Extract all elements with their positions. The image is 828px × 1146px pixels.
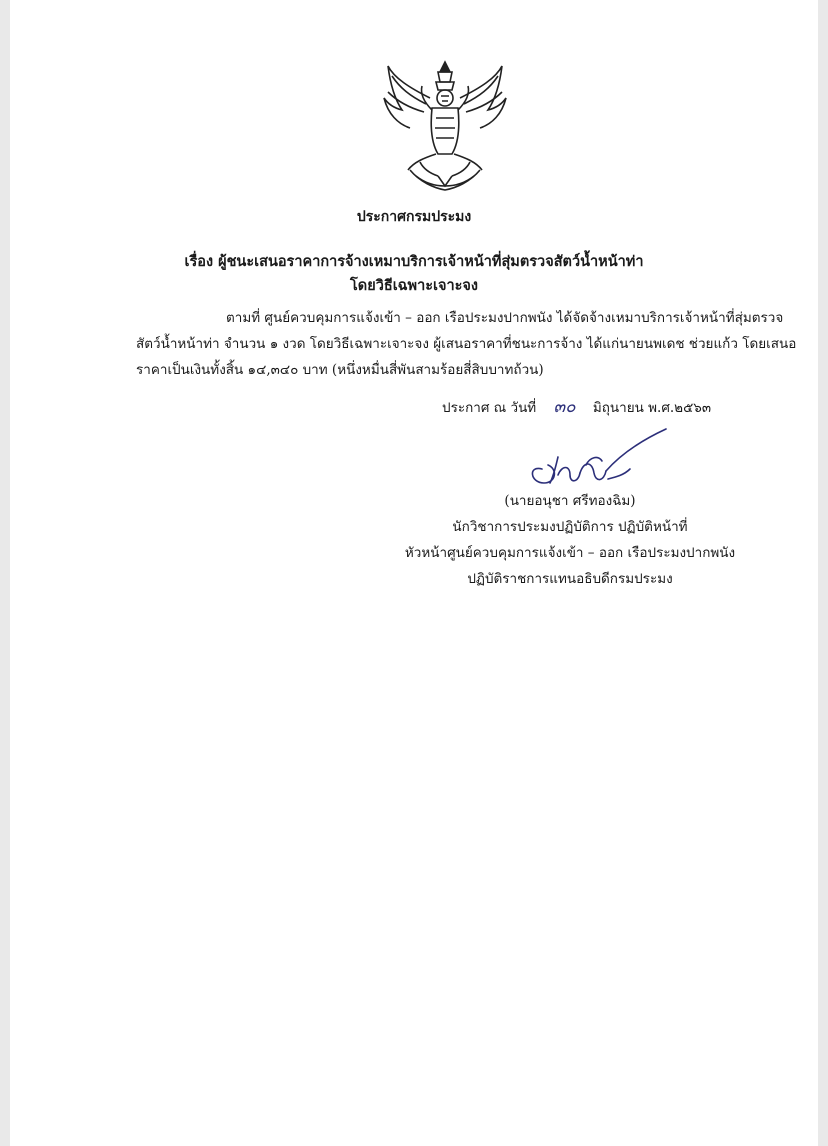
signer-name: (นายอนุชา ศรีทองฉิม) [504,493,636,509]
date-prefix: ประกาศ ณ วันที่ [442,400,537,416]
subject-line-1: เรื่อง ผู้ชนะเสนอราคาการจ้างเหมาบริการเจ้าหน้าที่สุ่มตรวจสัตว์น้ำหน้าท่า [184,253,644,270]
document-title: ประกาศกรมประมง [356,209,472,225]
document-page [10,0,818,1146]
body-line: ราคาเป็นเงินทั้งสิ้น ๑๔,๓๔๐ บาท (หนึ่งหมื่นสี่พันสามร้อยสี่สิบบาทถ้วน) [136,362,544,378]
body-line: ตามที่ ศูนย์ควบคุมการแจ้งเข้า – ออก เรือประมงปากพนัง ได้จัดจ้างเหมาบริการเจ้าหน้าที่สุ่มตรวจ [226,310,784,326]
signer-position: ปฏิบัติราชการแทนอธิบดีกรมประมง [467,571,673,587]
handwritten-signature [520,425,670,495]
date-suffix: มิถุนายน พ.ศ.๒๕๖๓ [592,400,712,416]
garuda-emblem-icon [380,58,510,193]
signature-block [390,488,750,592]
signer-position: นักวิชาการประมงปฏิบัติการ ปฏิบัติหน้าที่ [452,519,688,535]
announcement-date [442,393,711,420]
document-body [136,305,797,383]
body-line: สัตว์น้ำหน้าท่า จำนวน ๑ งวด โดยวิธีเฉพาะเจาะจง ผู้เสนอราคาที่ชนะการจ้าง ได้แก่นายนพเดช ช่วยแก้ว โดยเสนอ [136,336,797,352]
signer-position: หัวหน้าศูนย์ควบคุมการแจ้งเข้า – ออก เรือประมงปากพนัง [404,545,736,561]
date-day: ๓๐ [553,397,576,417]
subject-line-2: โดยวิธีเฉพาะเจาะจง [350,277,478,294]
